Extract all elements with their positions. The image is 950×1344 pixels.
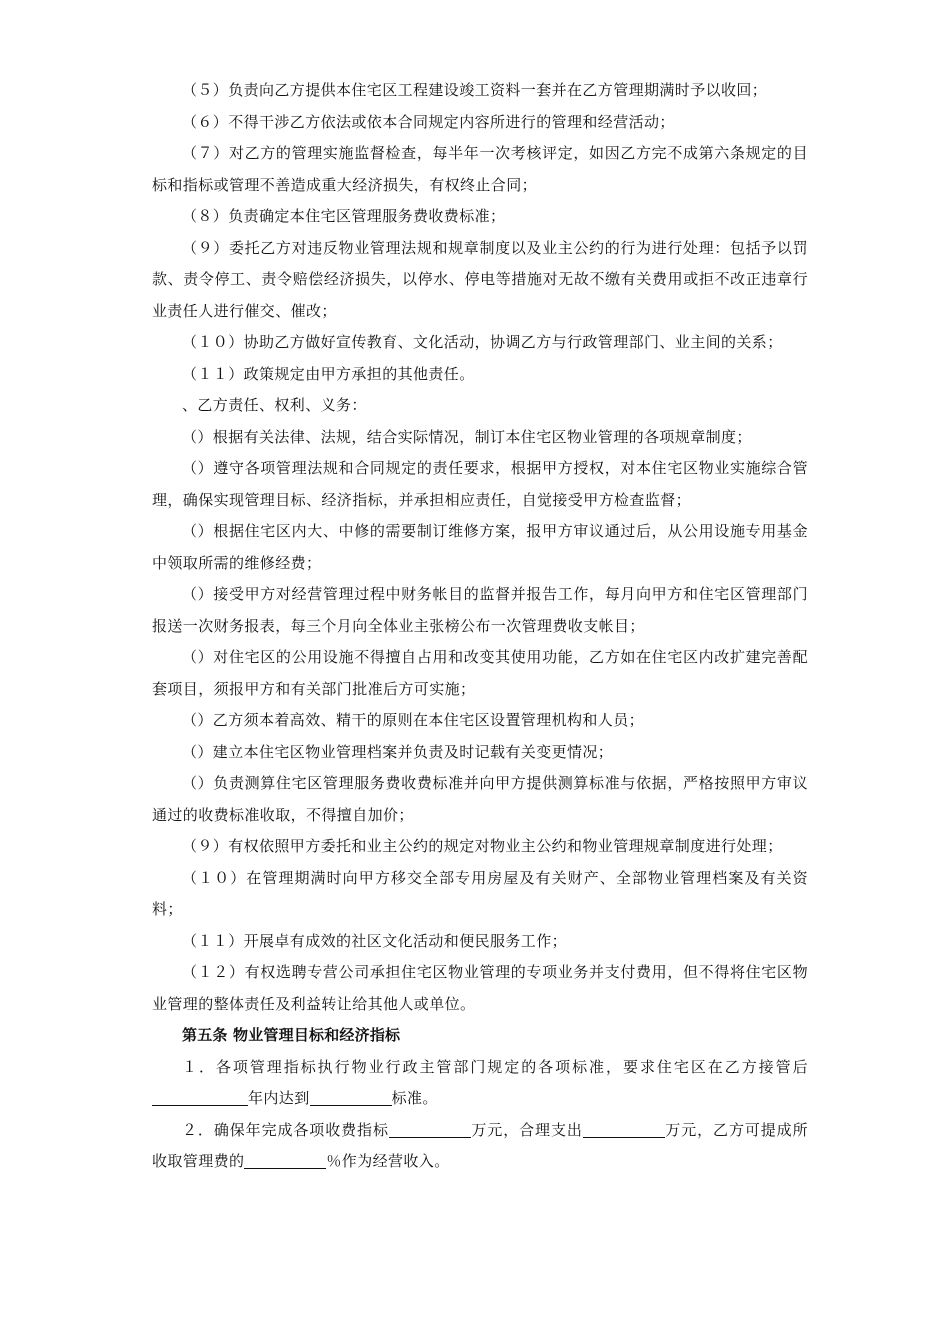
paragraph-party-b-4: （）接受甲方对经营管理过程中财务帐目的监督并报告工作，每月向甲方和住宅区管理部门报送一次财务报表，每三个月向全体业主张榜公布一次管理费收支帐目； xyxy=(152,585,808,635)
paragraph-party-a-5: （５）负责向乙方提供本住宅区工程建设竣工资料一套并在乙方管理期满时予以收回； xyxy=(182,81,768,99)
paragraph-party-b-7: （）建立本住宅区物业管理档案并负责及时记载有关变更情况； xyxy=(182,742,614,761)
paragraph-party-b-10: （１０）在管理期满时向甲方移交全部专用房屋及有关财产、全部物业管理档案及有关资料； xyxy=(152,868,808,918)
paragraph-party-a-6: （６）不得干涉乙方依法或依本合同规定内容所进行的管理和经营活动； xyxy=(182,112,675,131)
article-5-item-1-text-a: １．各项管理指标执行物业行政主管部门规定的各项标准，要求住宅区在乙方接管后 xyxy=(182,1057,808,1076)
article-5-item-2-text-c: 万元，乙方可提成所收取管理费的 xyxy=(152,1120,808,1170)
article-5-item-2 xyxy=(152,1115,808,1178)
article-5-item-1-text-c: 标准。 xyxy=(391,1089,438,1107)
blank-years-field[interactable] xyxy=(152,1089,248,1106)
paragraph-party-b-8: （）负责测算住宅区管理服务费收费标准并向甲方提供测算标准与依据，严格按照甲方审议通过的收费标准收取，不得擅自加价； xyxy=(152,774,808,824)
paragraph-party-b-2: （）遵守各项管理法规和合同规定的责任要求，根据甲方授权，对本住宅区物业实施综合管理，确保实现管理目标、经济指标，并承担相应责任，自觉接受甲方检查监督； xyxy=(152,459,808,509)
blank-expenditure-field[interactable] xyxy=(583,1121,665,1138)
article-5-heading: 第五条 物业管理目标和经济指标 xyxy=(182,1026,401,1044)
paragraph-party-b-5: （）对住宅区的公用设施不得擅自占用和改变其使用功能，乙方如在住宅区内改扩建完善配套项目，须报甲方和有关部门批准后方可实施； xyxy=(152,648,808,698)
article-5-item-1 xyxy=(152,1052,808,1115)
paragraph-party-a-7: （７）对乙方的管理实施监督检查，每半年一次考核评定，如因乙方完不成第六条规定的目标和指标或管理不善造成重大经济损失，有权终止合同； xyxy=(152,144,808,194)
blank-standard-field[interactable] xyxy=(310,1089,392,1106)
article-5-item-2-text-b: 万元，合理支出 xyxy=(470,1120,583,1139)
article-5-item-2-text-d: ％作为经营收入。 xyxy=(326,1152,450,1170)
section-party-b-title: 、乙方责任、权利、义务： xyxy=(182,396,367,414)
paragraph-party-b-3: （）根据住宅区内大、中修的需要制订维修方案，报甲方审议通过后，从公用设施专用基金中领取所需的维修经费； xyxy=(152,522,808,572)
paragraph-party-a-8: （８）负责确定本住宅区管理服务费收费标准； xyxy=(182,207,506,225)
article-5-item-2-text-a: ２．确保年完成各项收费指标 xyxy=(182,1120,389,1139)
paragraph-party-a-9: （９）委托乙方对违反物业管理法规和规章制度以及业主公约的行为进行处理：包括予以罚款、责令停工、责令赔偿经济损失，以停水、停电等措施对无故不缴有关费用或拒不改正违章行业责任人进行催交、催改； xyxy=(152,238,808,320)
paragraph-party-a-10: （１０）协助乙方做好宣传教育、文化活动，协调乙方与行政管理部门、业主间的关系； xyxy=(182,333,783,351)
paragraph-party-b-9: （９）有权依照甲方委托和业主公约的规定对物业主公约和物业管理规章制度进行处理； xyxy=(182,837,783,855)
document-body xyxy=(152,75,808,1178)
paragraph-party-b-6: （）乙方须本着高效、精干的原则在本住宅区设置管理机构和人员； xyxy=(182,711,645,729)
paragraph-party-a-11: （１１）政策规定由甲方承担的其他责任。 xyxy=(182,364,475,383)
paragraph-party-b-1: （）根据有关法律、法规，结合实际情况，制订本住宅区物业管理的各项规章制度； xyxy=(182,427,752,446)
blank-fee-target-field[interactable] xyxy=(389,1121,471,1138)
article-5-item-1-text-b: 年内达到 xyxy=(248,1089,310,1107)
blank-percentage-field[interactable] xyxy=(244,1152,326,1169)
paragraph-party-b-12: （１２）有权选聘专营公司承担住宅区物业管理的专项业务并支付费用，但不得将住宅区物业管理的整体责任及利益转让给其他人或单位。 xyxy=(152,963,808,1013)
paragraph-party-b-11: （１１）开展卓有成效的社区文化活动和便民服务工作； xyxy=(182,931,568,950)
